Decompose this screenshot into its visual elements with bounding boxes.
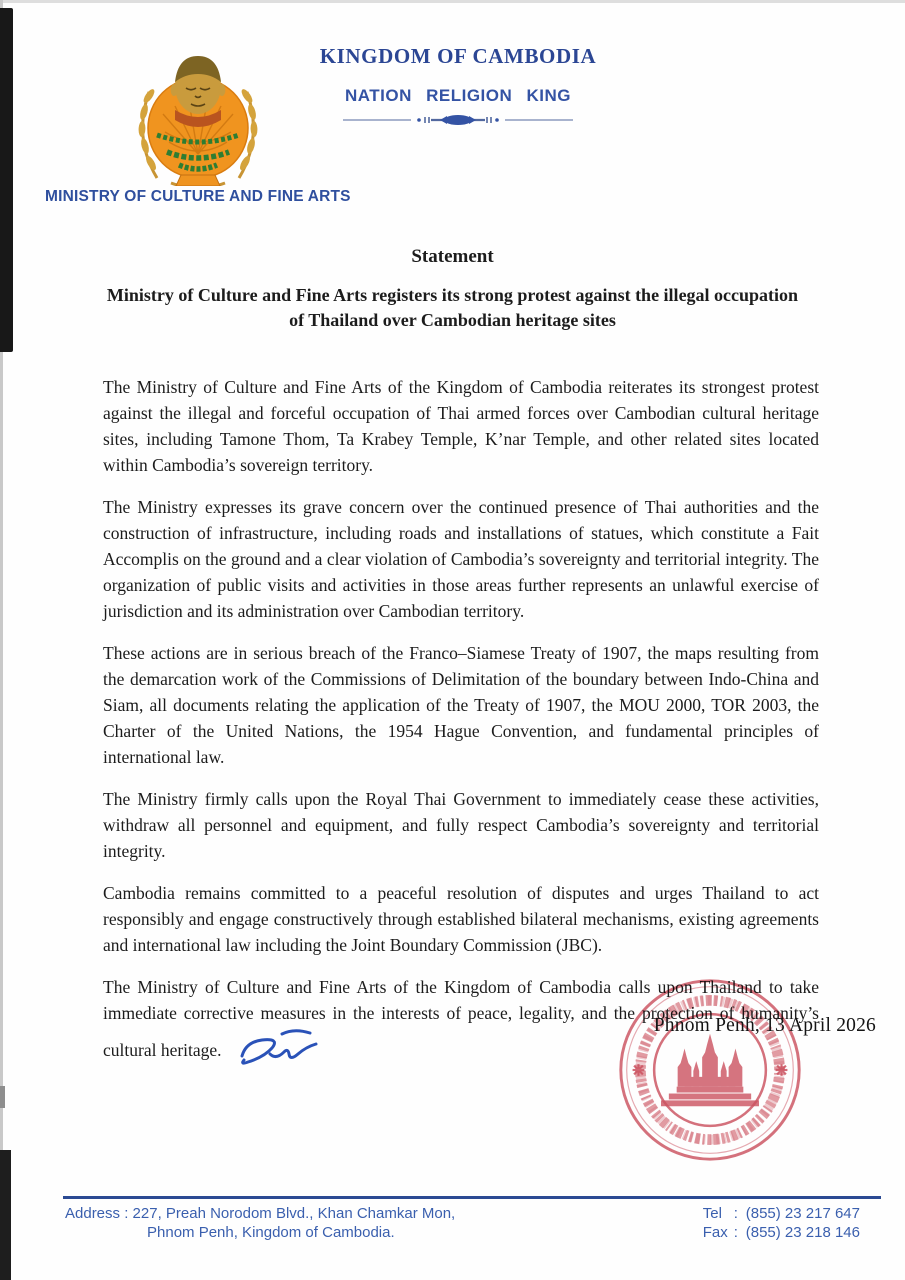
headline-line2: of Thailand over Cambodian heritage sites bbox=[289, 310, 616, 330]
body-paragraph: These actions are in serious breach of the Franco–Siamese Treaty of 1907, the maps resulting from the demarcation work of the Commissions of Delimitation of the boundary between Indo-China and Siam, all documents relating the application of the Treaty of 1907, the MOU 2000, TOR 2003, the Charter of the United Nations, the 1954 Hague Convention, and fundamental principles of international law. bbox=[103, 643, 819, 767]
body-paragraph: The Ministry of Culture and Fine Arts of the Kingdom of Cambodia reiterates its strongest protest against the illegal and forceful occupation of Thai armed forces over Cambodian cultural heritage sites, including Tamone Thom, Ta Krabey Temple, K’nar Temple, and other related sites located within Cambodia’s sovereign territory. bbox=[103, 377, 819, 475]
header-divider-ornament bbox=[248, 113, 668, 132]
address-value-line1: 227, Preah Norodom Blvd., Khan Chamkar Mon, bbox=[132, 1205, 456, 1222]
official-red-stamp bbox=[612, 972, 808, 1168]
fax-colon: : bbox=[733, 1224, 738, 1241]
body-paragraph-text: The Ministry of Culture and Fine Arts of the Kingdom of Cambodia calls upon Thailand to take immediate corrective measures in the interests of peace, legality, and the protection of humanity’s cultural heritage. bbox=[103, 977, 819, 1060]
tel-row bbox=[703, 1204, 860, 1223]
headline-line1: Ministry of Culture and Fine Arts registers its strong protest against the illegal occupation bbox=[106, 285, 799, 305]
letterhead bbox=[248, 44, 668, 132]
fax-row bbox=[703, 1223, 860, 1242]
tel-number: (855) 23 217 647 bbox=[745, 1205, 860, 1222]
tel-label: Tel bbox=[702, 1205, 722, 1222]
emblem-pedestal bbox=[176, 175, 220, 186]
place-date-line: Phnom Penh, 13 April 2026 bbox=[653, 1015, 876, 1036]
body-paragraph: The Ministry firmly calls upon the Royal Thai Government to immediately cease these activities, withdraw all personnel and equipment, and fully respect Cambodia’s sovereignty and territorial integrity. bbox=[103, 789, 819, 861]
footer-address bbox=[65, 1204, 455, 1242]
stamp-temple-icon bbox=[661, 1034, 759, 1107]
scan-artifact-bar-bottom bbox=[0, 1150, 11, 1280]
address-line1 bbox=[65, 1204, 455, 1223]
footer-contact bbox=[703, 1204, 860, 1242]
document-title: Statement bbox=[411, 246, 494, 267]
body-paragraph: The Ministry expresses its grave concern over the continued presence of Thai authorities and the construction of infrastructure, including roads and installations of statues, which constitute a Fait Accomplis on the ground and a clear violation of Cambodia’s sovereignty and territorial integrity. The organization of public visits and activities in those areas further represents an unlawful exercise of jurisdiction and its administration over Cambodian territory. bbox=[103, 497, 819, 621]
scan-artifact-mark bbox=[0, 1086, 5, 1108]
national-motto: NATION RELIGION KING bbox=[344, 86, 571, 105]
scan-artifact-bar-top bbox=[0, 8, 13, 352]
fax-label: Fax bbox=[702, 1224, 728, 1241]
signature-scribble bbox=[236, 1026, 324, 1072]
scan-edge-top bbox=[0, 0, 905, 3]
kingdom-title: KINGDOM OF CAMBODIA bbox=[319, 44, 597, 68]
address-label: Address : bbox=[65, 1205, 129, 1222]
document-headline bbox=[85, 283, 820, 333]
tel-colon: : bbox=[733, 1205, 738, 1222]
fax-number: (855) 23 218 146 bbox=[745, 1224, 860, 1241]
body-paragraph: Cambodia remains committed to a peaceful resolution of disputes and urges Thailand to act responsibly and engage constructively through established bilateral mechanisms, existing agreements and international law including the Joint Boundary Commission (JBC). bbox=[103, 883, 819, 955]
address-line2: Phnom Penh, Kingdom of Cambodia. bbox=[147, 1224, 395, 1241]
footer-rule bbox=[63, 1196, 881, 1199]
ministry-name: MINISTRY OF CULTURE AND FINE ARTS bbox=[45, 188, 351, 205]
statement-body bbox=[103, 374, 819, 1072]
